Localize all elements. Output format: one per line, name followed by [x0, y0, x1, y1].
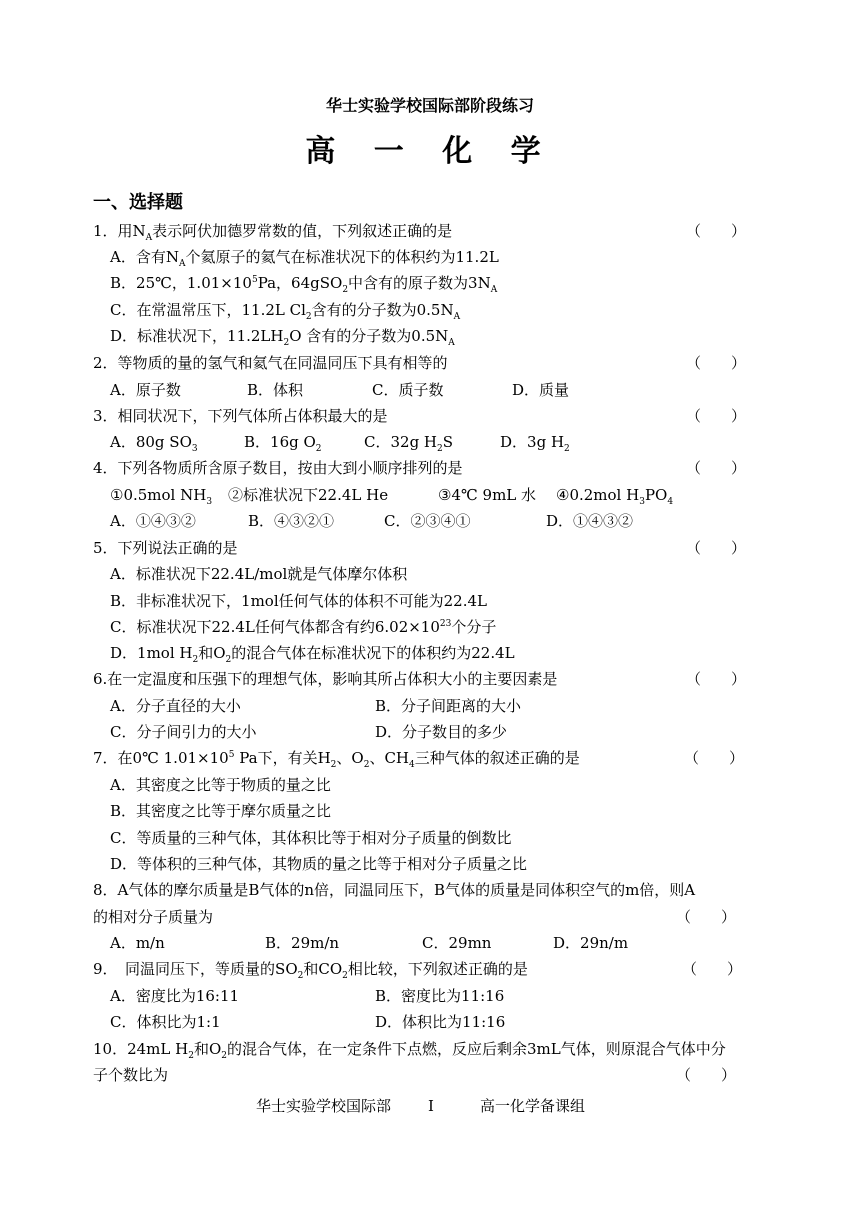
question-9-option-a: A．密度比为16:11 [110, 987, 240, 1005]
question-6-option-d: D．分子数目的多少 [375, 723, 508, 741]
question-2-option-a: A．原子数 [110, 381, 181, 399]
question-5-option-b: B．非标准状况下，1mol任何气体的体积不可能为22.4L [110, 592, 487, 610]
question-4-item-3: ③4℃ 9mL 水 [438, 486, 537, 504]
question-5-option-a: A．标准状况下22.4L/mol就是气体摩尔体积 [110, 565, 408, 583]
question-4-stem: 4．下列各物质所含原子数目，按由大到小顺序排列的是 [93, 459, 463, 477]
question-10-answer-paren: （ ） [676, 1066, 737, 1084]
question-9-answer-paren: （ ） [682, 960, 743, 978]
question-7-option-d: D．等体积的三种气体，其物质的量之比等于相对分子质量之比 [110, 855, 528, 873]
question-6-answer-paren: （ ） [686, 670, 747, 688]
section-title: 一、选择题 [93, 192, 183, 213]
question-8-option-b: B．29m/n [265, 934, 340, 952]
question-2-option-b: B．体积 [247, 381, 304, 399]
question-4-item-4: ④0.2mol $H_3PO_4$ [556, 486, 674, 507]
question-4-item-2: ②标准状况下22.4L He [228, 486, 389, 504]
question-4-option-d: D．①④③② [546, 512, 634, 530]
question-10-stem: 10．24mL $H_2$和$O_2$的混合气体，在一定条件下点燃，反应后剩余3mL气体，则原混合气体中分 [93, 1040, 726, 1061]
question-3-option-b: B．16g $O_2$ [244, 433, 322, 454]
question-3-option-a: A．80g $SO_3$ [110, 433, 198, 454]
question-5-option-d: D．1mol $H_2$和$O_2$的混合气体在标准状况下的体积约为22.4L [110, 644, 515, 665]
question-10-stem-continued: 子个数比为 [93, 1066, 169, 1084]
footer-group: 高一化学备课组 [480, 1097, 586, 1115]
question-4-option-a: A．①④③② [110, 512, 196, 530]
question-3-option-d: D．3g $H_2$ [500, 433, 570, 454]
question-4-answer-paren: （ ） [686, 459, 747, 477]
subject-title: 高 一 化 学 [305, 134, 555, 169]
question-8-option-d: D．29n/m [553, 934, 629, 952]
question-2-answer-paren: （ ） [686, 354, 747, 372]
question-6-option-b: B．分子间距离的大小 [375, 697, 522, 715]
question-7-stem: 7．在0℃ $1.01\times 10^5$ Pa下，有关$H_2$、$O_2$、$CH_4$三种气体的叙述正确的是 [93, 749, 580, 770]
question-2-option-c: C．质子数 [372, 381, 444, 399]
question-2-stem: 2．等物质的量的氢气和氦气在同温同压下具有相等的 [93, 354, 448, 372]
question-4-item-1: ①0.5mol $NH_3$ [110, 486, 213, 507]
question-6-stem: 6.在一定温度和压强下的理想气体，影响其所占体积大小的主要因素是 [93, 670, 558, 688]
question-1-option-c: C．在常温常压下，11.2L $Cl_2$含有的分子数为$0.5N_A$ [110, 301, 461, 322]
question-7-option-c: C．等质量的三种气体，其体积比等于相对分子质量的倒数比 [110, 829, 512, 847]
question-2-option-d: D．质量 [512, 381, 570, 399]
school-title: 华士实验学校国际部阶段练习 [325, 96, 534, 115]
question-3-option-c: C．32g $H_2S$ [364, 433, 454, 454]
question-5-answer-paren: （ ） [686, 539, 747, 557]
question-3-stem: 3．相同状况下，下列气体所占体积最大的是 [93, 407, 388, 425]
question-7-option-a: A．其密度之比等于物质的量之比 [110, 776, 331, 794]
question-1-option-b: B．25℃，$1.01\times 10^5Pa$，64gSO$_2$中含有的原子数为$3N_A$ [110, 274, 498, 295]
question-8-answer-paren: （ ） [676, 908, 737, 926]
question-4-option-b: B．④③②① [248, 512, 335, 530]
question-6-option-c: C．分子间引力的大小 [110, 723, 257, 741]
question-8-option-c: C．29mn [422, 934, 492, 952]
question-1-option-d: D．标准状况下，$11.2LH_2O$ 含有的分子数为$0.5N_A$ [110, 327, 455, 348]
question-5-stem: 5．下列说法正确的是 [93, 539, 238, 557]
question-9-option-d: D．体积比为11:16 [375, 1013, 506, 1031]
question-1-answer-paren: （ ） [686, 222, 747, 240]
question-8-stem-continued: 的相对分子质量为 [93, 908, 214, 926]
question-7-option-b: B．其密度之比等于摩尔质量之比 [110, 802, 332, 820]
question-9-option-c: C．体积比为1:1 [110, 1013, 221, 1031]
question-3-answer-paren: （ ） [686, 407, 747, 425]
question-4-option-c: C．②③④① [384, 512, 471, 530]
question-1-stem: 1．用$N_A$表示阿伏加德罗常数的值，下列叙述正确的是 [93, 222, 453, 243]
question-8-option-a: A．m/n [110, 934, 165, 952]
question-5-option-c: C．标准状况下22.4L任何气体都含有约$6.02\times 10^{23}$个分子 [110, 618, 497, 636]
footer-page-number: I [428, 1097, 434, 1115]
question-9-option-b: B．密度比为11:16 [375, 987, 505, 1005]
question-6-option-a: A．分子直径的大小 [110, 697, 241, 715]
question-9-stem: 9． 同温同压下，等质量的$SO_2$和$CO_2$相比较，下列叙述正确的是 [93, 960, 528, 981]
question-1-option-a: A．含有$N_A$个氦原子的氦气在标准状况下的体积约为11.2L [110, 248, 499, 269]
question-8-stem: 8．A气体的摩尔质量是B气体的n倍，同温同压下，B气体的质量是同体积空气的m倍，则A [93, 881, 696, 899]
footer-school: 华士实验学校国际部 [256, 1097, 392, 1115]
question-7-answer-paren: （ ） [684, 749, 745, 767]
